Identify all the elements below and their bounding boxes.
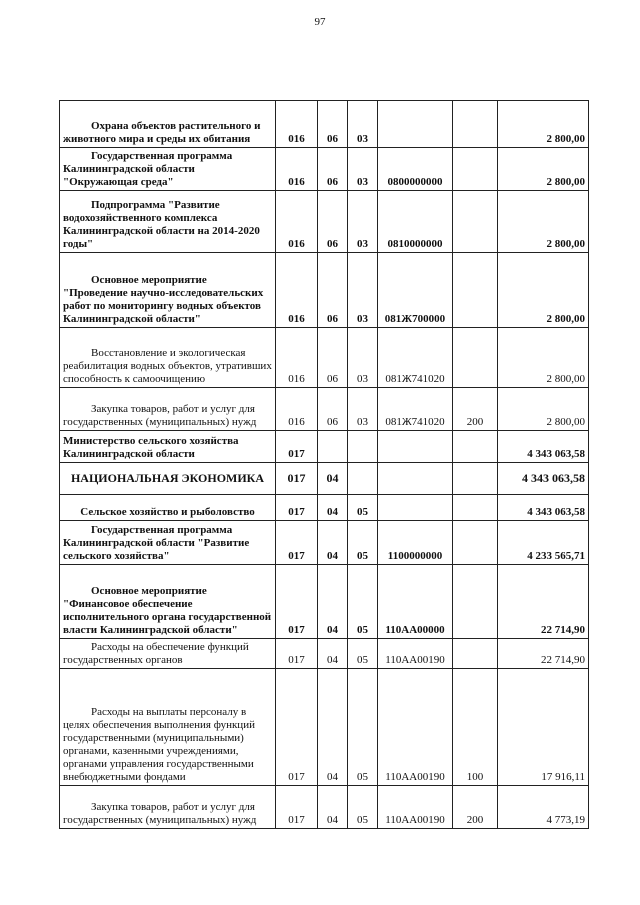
section-code: 06 — [318, 148, 348, 191]
ministry-code: 016 — [276, 253, 318, 328]
section-code: 04 — [318, 521, 348, 565]
ministry-code: 017 — [276, 431, 318, 463]
budget-table — [59, 100, 589, 829]
table-row — [60, 786, 589, 829]
ministry-code: 017 — [276, 565, 318, 639]
target-code: 081Ж741020 — [378, 328, 453, 388]
target-code — [378, 101, 453, 148]
row-name: НАЦИОНАЛЬНАЯ ЭКОНОМИКА — [60, 463, 276, 495]
row-name: Государственная программа Калининградской области "Развитие сельского хозяйства" — [60, 521, 276, 565]
subsection-code: 03 — [348, 148, 378, 191]
amount: 2 800,00 — [498, 191, 589, 253]
expense-type-code — [453, 148, 498, 191]
subsection-code: 05 — [348, 495, 378, 521]
amount: 4 343 063,58 — [498, 495, 589, 521]
subsection-code: 03 — [348, 191, 378, 253]
subsection-code: 05 — [348, 565, 378, 639]
ministry-code: 016 — [276, 101, 318, 148]
ministry-code: 016 — [276, 148, 318, 191]
row-name: Министерство сельского хозяйства Калининградской области — [60, 431, 276, 463]
subsection-code — [348, 463, 378, 495]
expense-type-code: 200 — [453, 388, 498, 431]
table-row — [60, 101, 589, 148]
expense-type-code — [453, 565, 498, 639]
amount: 22 714,90 — [498, 565, 589, 639]
row-name: Охрана объектов растительного и животного мира и среды их обитания — [60, 101, 276, 148]
table-row — [60, 463, 589, 495]
table-row — [60, 253, 589, 328]
section-code: 04 — [318, 463, 348, 495]
expense-type-code — [453, 521, 498, 565]
expense-type-code — [453, 191, 498, 253]
ministry-code: 017 — [276, 639, 318, 669]
section-code: 06 — [318, 191, 348, 253]
expense-type-code — [453, 495, 498, 521]
amount: 2 800,00 — [498, 328, 589, 388]
section-code: 06 — [318, 101, 348, 148]
expense-type-code — [453, 431, 498, 463]
amount: 4 233 565,71 — [498, 521, 589, 565]
row-name: Основное мероприятие "Финансовое обеспечение исполнительного органа государственной власти Калининградской области" — [60, 565, 276, 639]
amount: 2 800,00 — [498, 101, 589, 148]
target-code: 110АА00000 — [378, 565, 453, 639]
expense-type-code — [453, 639, 498, 669]
subsection-code: 03 — [348, 388, 378, 431]
ministry-code: 017 — [276, 521, 318, 565]
table-row — [60, 328, 589, 388]
row-name: Сельское хозяйство и рыболовство — [60, 495, 276, 521]
target-code — [378, 431, 453, 463]
ministry-code: 016 — [276, 191, 318, 253]
target-code: 1100000000 — [378, 521, 453, 565]
amount: 17 916,11 — [498, 669, 589, 786]
amount: 2 800,00 — [498, 148, 589, 191]
target-code: 110АА00190 — [378, 639, 453, 669]
expense-type-code — [453, 328, 498, 388]
subsection-code: 03 — [348, 101, 378, 148]
page-number: 97 — [314, 16, 326, 28]
amount: 4 343 063,58 — [498, 431, 589, 463]
section-code: 04 — [318, 495, 348, 521]
row-name: Подпрограмма "Развитие водохозяйственного комплекса Калининградской области на 2014-2020 годы" — [60, 191, 276, 253]
ministry-code: 016 — [276, 388, 318, 431]
section-code: 04 — [318, 565, 348, 639]
table-row — [60, 388, 589, 431]
table-row — [60, 639, 589, 669]
amount: 2 800,00 — [498, 388, 589, 431]
target-code: 110АА00190 — [378, 786, 453, 829]
section-code: 06 — [318, 388, 348, 431]
row-name: Государственная программа Калининградской области "Окружающая среда" — [60, 148, 276, 191]
row-name: Расходы на выплаты персоналу в целях обеспечения выполнения функций государственными (муниципальными) органами, казенными учреждениями, органами управления государственными внебюджетными фондами — [60, 669, 276, 786]
ministry-code: 016 — [276, 328, 318, 388]
subsection-code: 03 — [348, 253, 378, 328]
target-code: 110АА00190 — [378, 669, 453, 786]
section-code: 04 — [318, 669, 348, 786]
table-row — [60, 495, 589, 521]
amount: 22 714,90 — [498, 639, 589, 669]
ministry-code: 017 — [276, 495, 318, 521]
target-code: 0810000000 — [378, 191, 453, 253]
amount: 2 800,00 — [498, 253, 589, 328]
amount: 4 773,19 — [498, 786, 589, 829]
row-name: Закупка товаров, работ и услуг для государственных (муниципальных) нужд — [60, 786, 276, 829]
target-code: 0800000000 — [378, 148, 453, 191]
expense-type-code — [453, 463, 498, 495]
section-code — [318, 431, 348, 463]
ministry-code: 017 — [276, 786, 318, 829]
target-code — [378, 463, 453, 495]
table-row — [60, 521, 589, 565]
subsection-code: 03 — [348, 328, 378, 388]
row-name: Закупка товаров, работ и услуг для государственных (муниципальных) нужд — [60, 388, 276, 431]
table-row — [60, 148, 589, 191]
target-code — [378, 495, 453, 521]
target-code: 081Ж700000 — [378, 253, 453, 328]
table-row — [60, 431, 589, 463]
target-code: 081Ж741020 — [378, 388, 453, 431]
section-code: 06 — [318, 253, 348, 328]
section-code: 04 — [318, 786, 348, 829]
ministry-code: 017 — [276, 463, 318, 495]
subsection-code: 05 — [348, 639, 378, 669]
section-code: 04 — [318, 639, 348, 669]
expense-type-code: 100 — [453, 669, 498, 786]
ministry-code: 017 — [276, 669, 318, 786]
row-name: Восстановление и экологическая реабилитация водных объектов, утративших способность к самоочищению — [60, 328, 276, 388]
row-name: Расходы на обеспечение функций государственных органов — [60, 639, 276, 669]
table-row — [60, 565, 589, 639]
subsection-code — [348, 431, 378, 463]
expense-type-code — [453, 253, 498, 328]
subsection-code: 05 — [348, 521, 378, 565]
subsection-code: 05 — [348, 786, 378, 829]
section-code: 06 — [318, 328, 348, 388]
table-row — [60, 191, 589, 253]
expense-type-code: 200 — [453, 786, 498, 829]
subsection-code: 05 — [348, 669, 378, 786]
expense-type-code — [453, 101, 498, 148]
table-row — [60, 669, 589, 786]
row-name: Основное мероприятие "Проведение научно-исследовательских работ по мониторингу водных объектов Калининградской области" — [60, 253, 276, 328]
amount: 4 343 063,58 — [498, 463, 589, 495]
